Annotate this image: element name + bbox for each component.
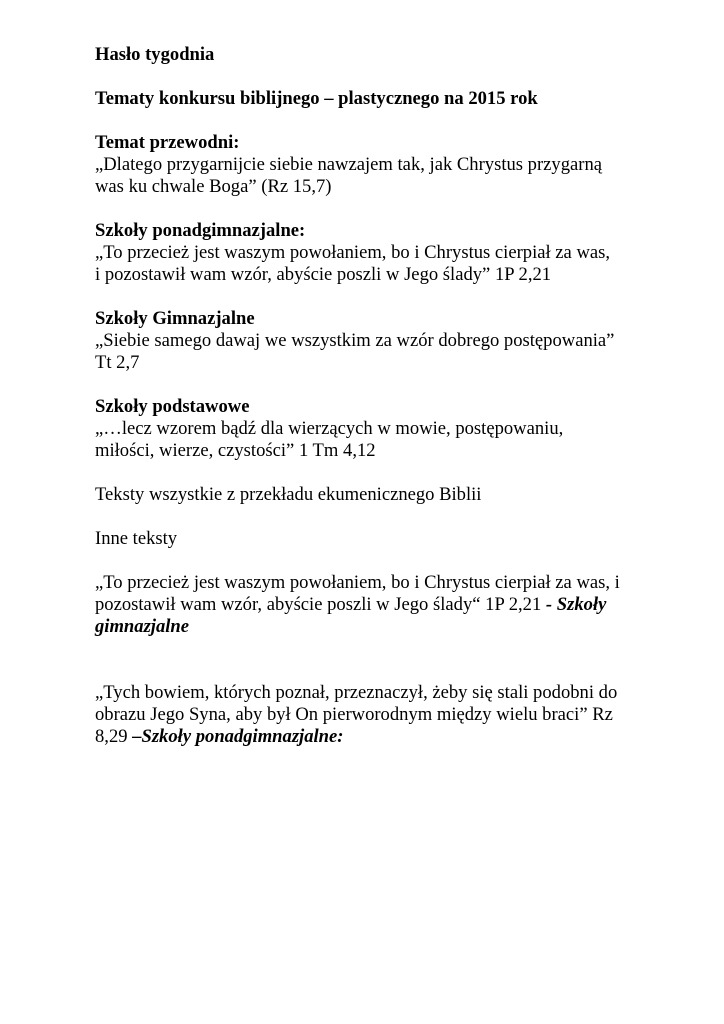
- section-middle-schools: [95, 308, 655, 374]
- quote-line: „To przecież jest waszym powołaniem, bo i Chrystus cierpiał za was, i: [95, 572, 620, 593]
- quote-line: was ku chwale Boga” (Rz 15,7): [95, 176, 332, 197]
- quote-text: 8,29: [95, 726, 133, 747]
- other-texts-heading: Inne teksty: [95, 528, 178, 549]
- quote-line: „…lecz wzorem bądź dla wierzących w mowie, postępowaniu,: [95, 418, 564, 439]
- quote-line: „Siebie samego dawaj we wszystkim za wzór dobrego postępowania”: [95, 330, 615, 351]
- school-tag: - Szkoły: [541, 594, 607, 615]
- section-title: Szkoły ponadgimnazjalne:: [95, 220, 306, 241]
- school-tag: –Szkoły ponadgimnazjalne:: [132, 726, 344, 747]
- other-text-item: [95, 572, 655, 638]
- translation-note: Teksty wszystkie z przekładu ekumenicznego Biblii: [95, 484, 482, 505]
- section-primary-schools: [95, 396, 655, 462]
- section-title: Szkoły podstawowe: [95, 396, 250, 417]
- quote-line: „Dlatego przygarnijcie siebie nawzajem tak, jak Chrystus przygarną: [95, 154, 602, 175]
- other-text-item: [95, 682, 655, 748]
- quote-text: pozostawił wam wzór, abyście poszli w Jego ślady“ 1P 2,21: [95, 594, 542, 615]
- quote-line: miłości, wierze, czystości” 1 Tm 4,12: [95, 440, 376, 461]
- quote-line: [95, 594, 655, 616]
- section-main-theme: [95, 132, 655, 198]
- section-high-schools: [95, 220, 655, 286]
- section-title: Szkoły Gimnazjalne: [95, 308, 255, 329]
- quote-line: „Tych bowiem, których poznał, przeznaczył, żeby się stali podobni do: [95, 682, 618, 703]
- document-page: [95, 44, 655, 748]
- school-tag-continuation: gimnazjalne: [95, 616, 190, 637]
- quote-line: obrazu Jego Syna, aby był On pierworodnym między wielu braci” Rz: [95, 704, 613, 725]
- quote-line: i pozostawił wam wzór, abyście poszli w Jego ślady” 1P 2,21: [95, 264, 552, 285]
- quote-line: Tt 2,7: [95, 352, 140, 373]
- quote-line: [95, 726, 655, 748]
- contest-subheading: Tematy konkursu biblijnego – plastycznego na 2015 rok: [95, 88, 538, 109]
- document-heading: Hasło tygodnia: [95, 44, 215, 65]
- section-title: Temat przewodni:: [95, 132, 240, 153]
- quote-line: „To przecież jest waszym powołaniem, bo i Chrystus cierpiał za was,: [95, 242, 611, 263]
